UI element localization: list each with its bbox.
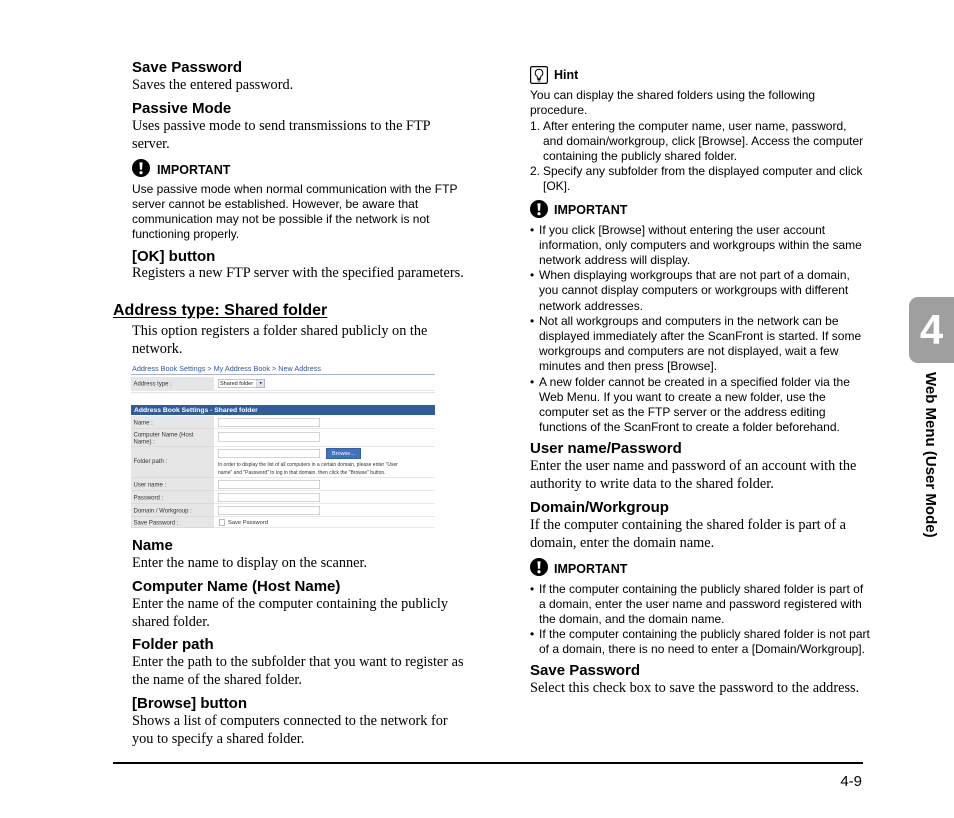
password-input xyxy=(218,493,320,502)
step-number: 2. xyxy=(530,164,541,179)
settings-header-bar: Address Book Settings - Shared folder xyxy=(131,405,435,415)
passive-mode-description: Uses passive mode to send transmissions to the FTP server. xyxy=(132,118,431,152)
name-row xyxy=(131,416,435,429)
section-intro: This option registers a folder shared publicly on the network. xyxy=(132,323,428,357)
list-item xyxy=(530,627,870,657)
step-text: After entering the computer name, user name, password, and domain/workgroup, click [Browse]. Access the computer containing the publicly shared folder. xyxy=(543,118,864,163)
name-description: Enter the name to display on the scanner. xyxy=(132,555,368,571)
browse-button-description: Shows a list of computers connected to the network for you to specify a shared folder. xyxy=(132,713,448,747)
folder-path-description: Enter the path to the subfolder that you want to register as the name of the shared folder. xyxy=(132,654,464,688)
folder-path-row xyxy=(131,447,435,478)
important-icon xyxy=(530,200,548,218)
computer-name-label: Computer Name (Host Name) : xyxy=(131,429,215,447)
breadcrumb: Address Book Settings > My Address Book > New Address xyxy=(132,365,321,373)
computer-name-heading: Computer Name (Host Name) xyxy=(132,578,341,595)
save-password-description: Select this check box to save the password to the address. xyxy=(530,680,860,696)
password-label: Password : xyxy=(131,491,215,504)
footer-rule xyxy=(113,762,863,764)
save-password-row xyxy=(131,517,435,528)
list-item xyxy=(530,582,870,628)
folder-path-input xyxy=(218,449,320,458)
step-number: 1. xyxy=(530,118,541,133)
hint-label: Hint xyxy=(554,68,579,82)
screenshot-canvas xyxy=(131,362,435,528)
browse-button: Browse... xyxy=(326,448,361,459)
domain-row xyxy=(131,504,435,517)
section-title: Address type: Shared folder xyxy=(113,302,328,319)
save-password-heading: Save Password xyxy=(530,662,641,679)
name-input xyxy=(218,418,320,427)
ok-button-description: Registers a new FTP server with the specified parameters. xyxy=(132,265,464,281)
hint-step xyxy=(530,119,863,165)
save-password-description: Saves the entered password. xyxy=(132,77,294,93)
save-password-label: Save Password : xyxy=(131,517,215,528)
chapter-side-title: Web Menu (User Mode) xyxy=(922,372,939,538)
list-item-text: • Not all workgroups and computers in the network can be displayed immediately after the ScanFront is started. If some workgroups and computers are not displayed, wait a few minutes and then press [Browse]. xyxy=(539,313,862,374)
hint-step xyxy=(530,164,863,194)
list-item xyxy=(530,375,862,436)
important-domain-list xyxy=(530,582,870,658)
page-number: 4-9 xyxy=(840,773,862,790)
list-item xyxy=(530,314,862,375)
passive-mode-heading: Passive Mode xyxy=(132,100,232,117)
chevron-down-icon: ▾ xyxy=(257,380,265,388)
browse-button-heading: [Browse] button xyxy=(132,695,247,712)
important-note: Use passive mode when normal communication with the FTP server cannot be established. However, be aware that communication may not be possible if the network is not functioning properly. xyxy=(132,181,458,242)
folder-path-label: Folder path : xyxy=(131,447,215,478)
computer-name-row xyxy=(131,429,435,447)
computer-name-input xyxy=(218,433,320,442)
list-item xyxy=(530,223,862,269)
ok-button-heading: [OK] button xyxy=(132,248,216,265)
important-browse-list xyxy=(530,223,862,436)
save-password-checkbox xyxy=(219,520,225,526)
breadcrumb-divider xyxy=(131,374,435,375)
step-text: Specify any subfolder from the displayed computer and click [OK]. xyxy=(543,164,863,194)
important-label: IMPORTANT xyxy=(554,562,628,576)
list-item-text: • If the computer containing the publicly shared folder is not part of a domain, there is no need to enter a [Domain/Workgroup]. xyxy=(539,627,870,657)
shared-folder-settings-screenshot xyxy=(131,362,435,528)
user-name-password-heading: User name/Password xyxy=(530,440,682,457)
folder-path-heading: Folder path xyxy=(132,636,214,653)
list-item-text: • A new folder cannot be created in a specified folder via the Web Menu. If you want to create a new folder, use the computer set as the FTP server or the address editing functions of the ScanFront to create a folder beforehand. xyxy=(539,374,850,435)
address-type-row xyxy=(131,377,435,391)
name-label: Name : xyxy=(131,416,215,429)
domain-workgroup-description: If the computer containing the shared folder is part of a domain, enter the domain name. xyxy=(530,517,847,551)
folder-path-help-text: In order to display the list of all computers in a certain domain, please enter "User name" and "Password" to log in that domain, then click the "Browse" button. xyxy=(218,462,398,476)
domain-label: Domain / Workgroup : xyxy=(131,504,215,517)
list-item-text: • If you click [Browse] without entering the user account information, only computers and workgroups within the same network address will display. xyxy=(539,222,862,267)
important-icon xyxy=(132,159,150,177)
user-name-label: User name : xyxy=(131,478,215,491)
address-type-label: Address type : xyxy=(131,377,215,390)
section-divider xyxy=(131,392,435,393)
save-password-heading: Save Password xyxy=(132,59,243,76)
list-item xyxy=(530,268,862,314)
save-password-checkbox-label: Save Password xyxy=(228,519,268,526)
important-icon xyxy=(530,558,548,576)
user-name-input xyxy=(218,480,320,489)
address-type-select xyxy=(218,379,265,388)
hint-icon xyxy=(530,66,548,84)
computer-name-description: Enter the name of the computer containing the publicly shared folder. xyxy=(132,596,449,630)
list-item-text: • When displaying workgroups that are not part of a domain, you cannot display computers or workgroups with different network addresses. xyxy=(539,268,850,313)
name-heading: Name xyxy=(132,537,173,554)
important-label: IMPORTANT xyxy=(554,203,628,217)
address-type-value: Shared folder xyxy=(220,380,254,387)
important-label: IMPORTANT xyxy=(157,163,231,177)
hint-intro: You can display the shared folders using the following procedure. xyxy=(530,87,816,117)
domain-input xyxy=(218,506,320,515)
user-name-password-description: Enter the user name and password of an account with the authority to write data to the shared folder. xyxy=(530,458,857,492)
password-row xyxy=(131,491,435,504)
chapter-tab: 4 xyxy=(909,297,954,363)
hint-steps xyxy=(530,119,863,195)
user-name-row xyxy=(131,478,435,491)
domain-workgroup-heading: Domain/Workgroup xyxy=(530,499,669,516)
list-item-text: • If the computer containing the publicly shared folder is part of a domain, enter the user name and password registered with the domain, and the domain name. xyxy=(539,581,864,626)
